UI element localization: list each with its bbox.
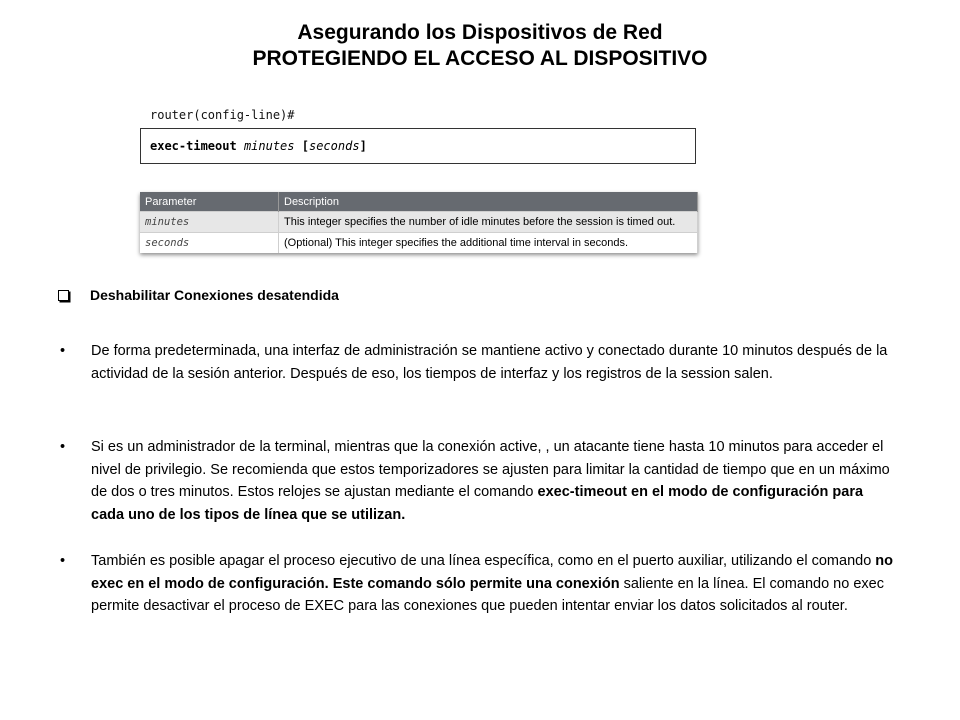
bullet-text-bold: no exec en el modo de configuración. Este comando sólo permite una conexión (91, 553, 894, 592)
command-syntax-box (140, 128, 696, 164)
command-arg-minutes: minutes (243, 139, 295, 153)
command-arg-seconds: seconds (308, 139, 360, 153)
bullet-dot-icon: • (60, 439, 66, 455)
title-line-1: Asegurando los Dispositivos de Red (297, 21, 663, 44)
list-item (60, 436, 900, 526)
header-description: Description (279, 192, 698, 212)
bullet-text: También es posible apagar el proceso ejecutivo de una línea específica, como en el puerto auxiliar, utilizando el comando (91, 553, 876, 569)
bullet-text: Si es un administrador de la terminal, mientras que la conexión active, , un atacante tiene hasta 10 minutos para acceder el nivel de privilegio. Se recomienda que estos temporizadores se ajusten para limitar la cantidad de tiempo que en un máximo de dos o tres minutos. Estos relojes se ajustan mediante el comando (91, 439, 890, 500)
bullet-dot-icon: • (60, 343, 66, 359)
bullet-text-bold: exec-timeout en el modo de configuración para cada uno de los tipos de línea que se utilizan. (91, 484, 864, 523)
header-parameter: Parameter (140, 192, 279, 212)
bullet-dot-icon: • (60, 553, 66, 569)
cli-prompt: router(config-line)# (150, 108, 295, 122)
param-cell: minutes (140, 212, 279, 233)
checkbox-bullet-icon (58, 290, 69, 301)
parameter-table (140, 192, 698, 253)
title-line-2: PROTEGIENDO EL ACCESO AL DISPOSITIVO (252, 47, 708, 70)
description-cell: (Optional) This integer specifies the additional time interval in seconds. (279, 233, 698, 254)
section-heading (58, 287, 339, 303)
section-heading-text: Deshabilitar Conexiones desatendida (90, 287, 339, 303)
command-keyword: exec-timeout (150, 139, 237, 153)
list-item (60, 340, 900, 385)
table-row (140, 233, 698, 254)
param-cell: seconds (140, 233, 279, 254)
bullet-text: De forma predeterminada, una interfaz de administración se mantiene activo y conectado durante 10 minutos después de la actividad de la sesión anterior. Después de eso, los tiempos de interfaz y los registros de la session salen. (91, 343, 888, 382)
slide-title (0, 20, 960, 72)
table-header-row (140, 192, 698, 212)
bullet-text: saliente en la línea. El comando no exec permite desactivar el proceso de EXEC para las conexiones que pueden intentar enviar los datos solicitados al router. (91, 575, 884, 614)
command-bracket-open: [ (301, 139, 309, 153)
command-bracket-close: ] (359, 139, 367, 153)
description-cell: This integer specifies the number of idle minutes before the session is timed out. (279, 212, 698, 233)
list-item (60, 550, 900, 618)
table-row (140, 212, 698, 233)
